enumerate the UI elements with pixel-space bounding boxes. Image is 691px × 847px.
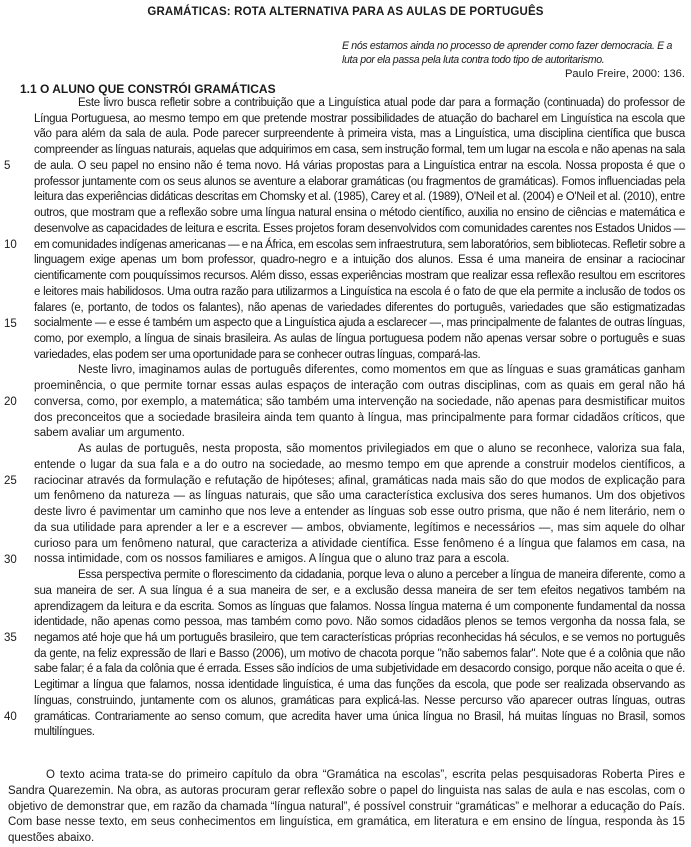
line-number: 5: [4, 160, 11, 172]
epigraph-source: Paulo Freire, 2000: 136.: [564, 68, 685, 80]
line-number: 25: [4, 475, 17, 487]
body-paragraph-1: Este livro busca refletir sobre a contribuição que a Linguística atual pode dar para a formação (continuada) do professor de Língua Portuguesa, ao mesmo tempo em que pretende mostrar possibilidades de atuação do bacharel em Linguística na escola que vão para além da sala de aula. Pode parecer surpreendente à primeira vista, mas a Linguística, uma disciplina científica que busca compreender as línguas naturais, aquelas que adquirimos em casa, sem instrução formal, tem um lugar na escola e não apenas na sala de aula. O seu papel no ensino não é tema novo. Há várias propostas para a Linguística entrar na escola. Nossa proposta é que o professor juntamente com os seus alunos se aventure a elaborar gramáticas (ou fragmentos de gramáticas). Fomos influenciadas pela leitura das experiências didáticas descritas em Chomsky et al. (1985), Carey et al. (1989), O'Neil et al. (2004) e O'Neil et al. (2010), entre outros, que mostram que a reflexão sobre uma língua natural ensina o método científico, auxilia no ensino de ciências e matemática e desenvolve as capacidades de leitura e escrita. Esses projetos foram desenvolvidos com comunidades carentes nos Estados Unidos — em comunidades indígenas americanas — e na África, em escolas sem infraestrutura, sem laboratórios, sem bibliotecas. Refletir sobre a linguagem exige apenas um bom professor, quadro-negro e a intuição dos alunos. Essa é uma maneira de ensinar a raciocinar cientificamente com pouquíssimos recursos. Além disso, essas experiências mostram que realizar essa reflexão resultou em escritores e leitores mais habilidosos. Uma outra razão para utilizarmos a Linguística na escola é o fato de que ela permite a inclusão de todos os falares (e, portanto, de todos os falantes), não apenas de variedades diferentes do português, variedades que são estigmatizadas socialmente — e esse é também um aspecto que a Linguística ajuda a esclarecer —, mas principalmente de falantes de outras línguas, como, por exemplo, a língua de sinais brasileira. As aulas de língua portuguesa podem não apenas versar sobre o português e suas variedades, elas podem ser uma oportunidade para se conhecer outras línguas, compará-las.: [34, 97, 685, 361]
instructions-paragraph: O texto acima trata-se do primeiro capítulo da obra “Gramática na escolas”, escrita pelas pesquisadoras Roberta Pires e Sandra Quarezemin. Na obra, as autoras procuram gerar reflexão sobre o papel do linguista nas salas de aula e nas escolas, com o objetivo de demonstrar que, em razão da chamada “língua natural”, é possível construir “gramáticas” e melhorar a educação do País. Com base nesse texto, em seus conhecimentos em linguística, em gramática, em literatura e em ensino de língua, responda às 15 questões abaixo.: [8, 769, 685, 845]
page-title: GRAMÁTICAS: ROTA ALTERNATIVA PARA AS AULAS DE PORTUGUÊS: [147, 6, 544, 18]
line-number: 35: [4, 632, 17, 644]
section-heading: 1.1 O ALUNO QUE CONSTRÓI GRAMÁTICAS: [20, 82, 276, 96]
line-number: 20: [4, 396, 17, 408]
line-number: 40: [4, 711, 17, 723]
line-number: 10: [4, 239, 17, 251]
line-number: 15: [4, 318, 17, 330]
epigraph: [342, 39, 685, 81]
body-paragraph-4: Essa perspectiva permite o florescimento da cidadania, porque leva o aluno a perceber a língua de maneira diferente, como a sua maneira de ser. A sua língua é a sua maneira de ser, e a exclusão dessa maneira de ser tem efeitos negativos também na aprendizagem da leitura e da escrita. Somos as línguas que falamos. Nossa língua materna é um componente fundamental da nossa identidade, não apenas como pessoa, mas também como povo. Não somos cidadãos plenos se temos vergonha da nossa fala, se negamos até hoje que há um português brasileiro, que tem características próprias reconhecidas há séculos, e se vemos no português da gente, na feliz expressão de Ilari e Basso (2006), um motivo de chacota porque "não sabemos falar". Note que é a colônia que não sabe falar; é a fala da colônia que é errada. Esses são indícios de uma subjetividade em desacordo consigo, porque não aceita o que é. Legitimar a língua que falamos, nossa identidade linguística, é uma das funções da escola, que pode ser realizada observando as línguas, construindo, juntamente com os alunos, gramáticas para explicá-las. Nesse percurso vão aparecer outras línguas, outras gramáticas. Contrariamente ao senso comum, que acredita haver uma única língua no Brasil, há muitas línguas no Brasil, somos multilíngues.: [34, 569, 685, 739]
body-paragraph-2: Neste livro, imaginamos aulas de português diferentes, como momentos em que as línguas e suas gramáticas ganham proeminência, o que permite tornar essas aulas espaços de interação com outras disciplinas, com as quais em geral não há conversa, como, por exemplo, a matemática; são também uma intervenção na sociedade, não apenas para desmistificar muitos dos preconceitos que a sociedade brasileira ainda tem quanto à língua, mas principalmente para formar cidadãos críticos, que sabem avaliar um argumento.: [34, 364, 685, 440]
line-number: 30: [4, 554, 17, 566]
epigraph-quote: E nós estamos ainda no processo de aprender como fazer democracia. E a luta por ela passa pela luta contra todo tipo de autoritarismo.: [342, 40, 672, 66]
body-paragraph-3: As aulas de português, nesta proposta, são momentos privilegiados em que o aluno se reconhece, valoriza sua fala, entende o lugar da sua fala e a do outro na sociedade, ao mesmo tempo em que aprende a construir modelos científicos, a raciocinar através da formulação e refutação de hipóteses; afinal, gramáticas nada mais são do que modos de explicação para um fenômeno da natureza — as línguas naturais, que são uma característica exclusiva dos seres humanos. Um dos objetivos deste livro é pavimentar um caminho que nos leve a entender as línguas sob esse outro prisma, que não é nem literário, nem o da sua utilidade para aprender a ler e a escrever — ambos, obviamente, legítimos e necessários —, mas sim aquele do olhar curioso para um fenômeno natural, que caracteriza a atividade científica. Esse fenômeno é a língua que falamos em casa, na nossa intimidade, com os nossos familiares e amigos. A língua que o aluno traz para a escola.: [34, 443, 685, 566]
chapter-body: [34, 96, 685, 741]
